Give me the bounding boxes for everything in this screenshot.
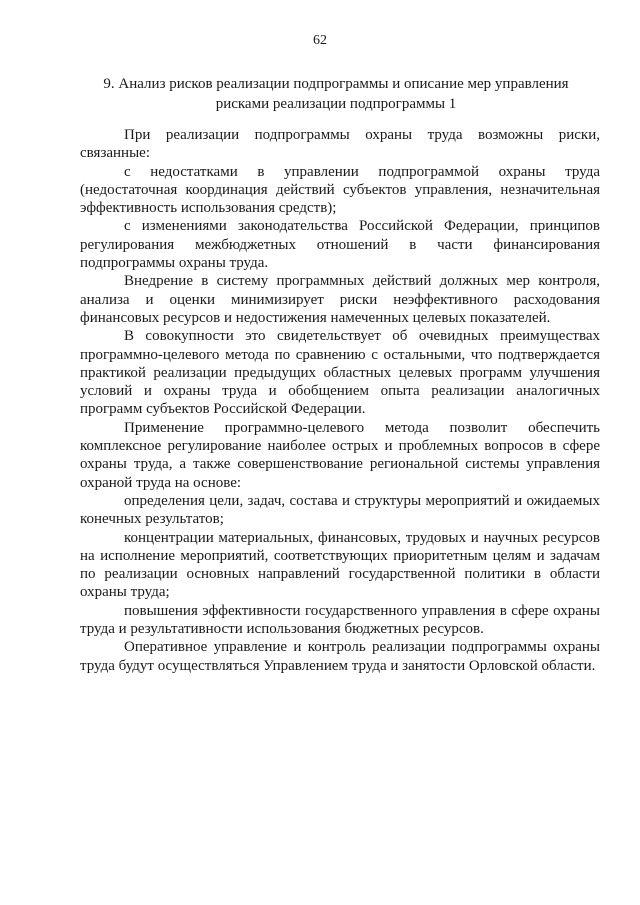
- section-heading: [80, 74, 592, 114]
- paragraph-advantages: В совокупности это свидетельствует об очевидных преимуществах программно-целевого метода по сравнению с остальными, что подтверждается практикой реализации предыдущих областных целевых программ улучшения условий и охраны труда и обобщением опыта реализации аналогичных программ субъектов Российской Федерации.: [80, 328, 600, 418]
- paragraph-control-measures: Внедрение в систему программных действий должных мер контроля, анализа и оценки минимизирует риски неэффективного расходования финансовых ресурсов и недостижения намеченных целевых показателей.: [80, 273, 600, 326]
- section-heading-line-2: рисками реализации подпрограммы 1: [215, 96, 457, 112]
- paragraph-intro: При реализации подпрограммы охраны труда возможны риски, связанные:: [80, 127, 600, 162]
- paragraph-efficiency: повышения эффективности государственного управления в сфере охраны труда и результативности использования бюджетных ресурсов.: [80, 602, 600, 638]
- section-heading-line-1: 9. Анализ рисков реализации подпрограммы и описание мер управления: [103, 76, 569, 92]
- paragraph-operational-management: Оперативное управление и контроль реализации подпрограммы охраны труда будут осуществляться Управлением труда и занятости Орловской области.: [80, 639, 600, 674]
- document-body: [80, 126, 600, 675]
- page-number: 62: [313, 33, 327, 48]
- paragraph-resource-concentration: концентрации материальных, финансовых, трудовых и научных ресурсов на исполнение мероприятий, соответствующих приоритетным целям и задачам по реализации основных направлений государственной политики в области охраны труда;: [80, 529, 600, 601]
- paragraph-risk-legislation: с изменениями законодательства Российской Федерации, принципов регулирования межбюджетных отношений в части финансирования подпрограммы охраны труда.: [80, 218, 600, 272]
- paragraph-method-application: Применение программно-целевого метода позволит обеспечить комплексное регулирование наиболее острых и проблемных вопросов в сфере охраны труда, а также совершенствование региональной системы управления охраной труда на основе:: [80, 419, 600, 491]
- paragraph-risk-management: с недостатками в управлении подпрограммой охраны труда (недостаточная координация действий субъектов управления, незначительная эффективность использования средств);: [80, 163, 600, 217]
- paragraph-goal-definition: определения цели, задач, состава и структуры мероприятий и ожидаемых конечных результатов;: [80, 492, 600, 528]
